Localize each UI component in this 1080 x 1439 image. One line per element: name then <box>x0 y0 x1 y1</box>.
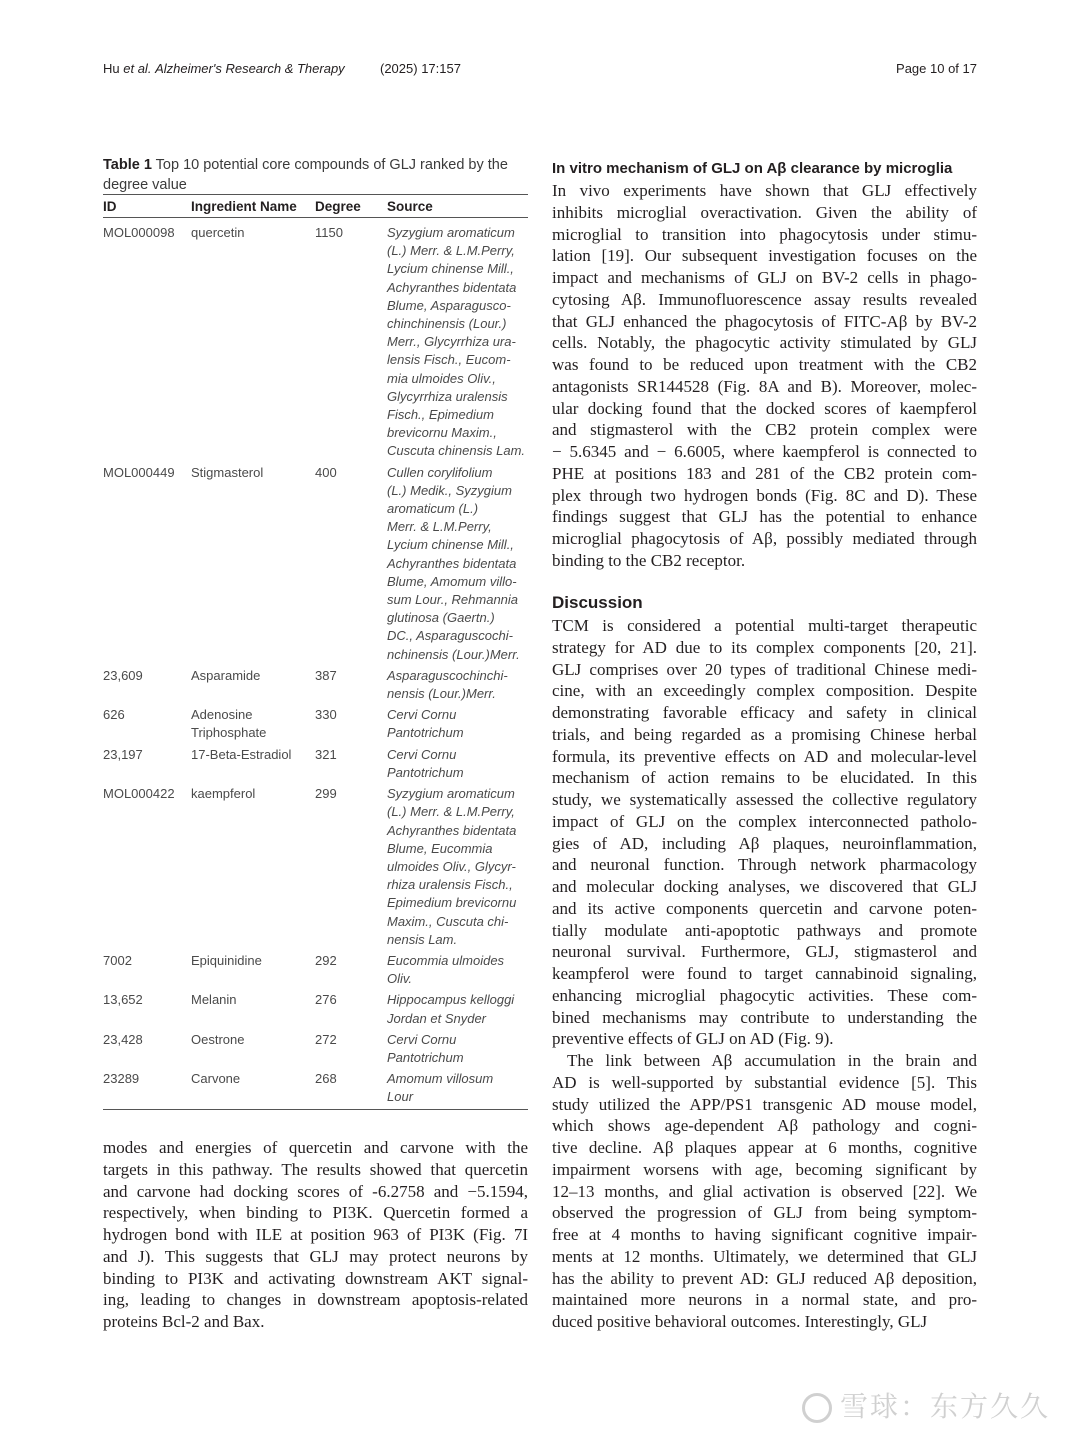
snowball-logo-icon <box>802 1393 832 1423</box>
cell-ingredient: Epiquinidine <box>191 952 262 968</box>
watermark <box>802 1385 1050 1425</box>
text-line: The link between Aβ accumulation in the brain and <box>567 1051 977 1070</box>
cell-id: MOL000449 <box>103 464 175 480</box>
text-line: impairment worsens with age, becoming significant by <box>552 1159 977 1179</box>
text-line: preventive effects of GLJ on AD (Fig. 9). <box>552 1029 834 1049</box>
cell-source: Amomum villosum Lour <box>387 1071 494 1105</box>
table-row <box>103 1070 528 1106</box>
text-line: TCM is considered a potential multi-target therapeutic <box>552 616 977 635</box>
cell-degree: 1150 <box>315 225 343 240</box>
cell-source: Cullen corylifolium (L.) Medik., Syzygium aromaticum (L.) Merr. & L.M.Perry, Lycium chinense Mill., Achyranthes bidentata Blume, Amomum villo- sum Lour., Rehmannia glutinosa (Gaertn.) DC., Asparaguscochi- nchinensis (Lour.)Merr. <box>387 464 520 662</box>
text-line: targets in this pathway. The results showed that quercetin <box>103 1159 528 1179</box>
text-line: − 5.6345 and − 6.6005, where kaempferol is connected to <box>552 442 977 461</box>
table-row <box>103 952 528 988</box>
cell-ingredient: Stigmasterol <box>191 464 264 480</box>
text-line: tially modulate anti-apoptotic pathways and promote <box>552 920 977 940</box>
text-line: antagonists SR144528 (Fig. 8A and B). Moreover, molec- <box>552 376 977 396</box>
text-line: modes and energies of quercetin and carvone with the <box>103 1138 528 1157</box>
text-line: has the ability to prevent AD: GLJ reduced Aβ deposition, <box>552 1268 977 1288</box>
text-line: ments at 12 months. Ultimately, we determined that GLJ <box>552 1246 977 1266</box>
text-line: 12–13 months, and glial activation is observed [22]. We <box>552 1181 977 1201</box>
text-line: binding to the CB2 receptor. <box>552 550 746 570</box>
cell-ingredient: Adenosine Triphosphate <box>191 707 267 741</box>
text-line: maintained more neurons in a normal state, and pro- <box>552 1290 977 1310</box>
header-authors: Hu <box>103 61 120 76</box>
table-row <box>103 1031 528 1067</box>
running-header-authors <box>103 61 345 76</box>
section-heading-invitro: In vitro mechanism of GLJ on Aβ clearance by microglia <box>552 160 953 177</box>
text-line: impact of GLJ on the complex interconnected patholo- <box>552 811 977 831</box>
cell-id: MOL000098 <box>103 225 175 240</box>
text-line: enhancing microglial phagocytic activities. These com- <box>552 985 977 1005</box>
text-line: free at 4 months to having significant cognitive impair- <box>552 1225 977 1244</box>
table-row <box>103 785 528 949</box>
cell-ingredient: Oestrone <box>191 1031 245 1047</box>
text-line: and carvone had docking scores of -6.2758 and −5.1594, <box>103 1181 528 1201</box>
text-line: that GLJ enhanced the phagocytosis of FITC-Aβ by BV-2 <box>552 311 977 331</box>
table-row <box>103 464 528 664</box>
left-column-paragraph <box>103 1137 528 1333</box>
text-line: and neuronal function. Through network pharmacology <box>552 855 977 875</box>
cell-ingredient: quercetin <box>191 225 245 240</box>
text-line: ing, leading to changes in downstream apoptosis-related <box>103 1290 528 1310</box>
col-header-id: ID <box>103 198 117 214</box>
table-bottom-rule <box>103 1109 528 1110</box>
header-citation: (2025) 17:157 <box>380 61 461 76</box>
text-line: inhibits microglial overactivation. Given the ability of <box>552 202 977 222</box>
cell-id: 23289 <box>103 1071 140 1087</box>
cell-ingredient: Asparamide <box>191 667 261 683</box>
cell-id: 7002 <box>103 952 132 968</box>
table-label: Table 1 <box>103 157 152 173</box>
text-line: mechanism of action remains to be elucidated. In this <box>552 768 977 788</box>
text-line: microglial to transition into phagocytosis under stimu- <box>552 224 977 244</box>
text-line: gies of AD, including Aβ plaques, neuroinflammation, <box>552 833 977 853</box>
text-line: proteins Bcl-2 and Bax. <box>103 1312 265 1331</box>
cell-degree: 268 <box>315 1071 337 1087</box>
text-line: and its active components quercetin and carvone poten- <box>552 898 977 918</box>
text-line: keampferol were found to target cannabinoid signaling, <box>552 964 977 983</box>
cell-degree: 330 <box>315 707 337 723</box>
discussion-paragraph-2 <box>552 1050 977 1333</box>
cell-id: 23,609 <box>103 667 143 683</box>
text-line: trials, and being regarded as a promising Chinese herbal <box>552 724 977 744</box>
cell-id: 23,428 <box>103 1031 143 1047</box>
header-page-number: Page 10 of 17 <box>896 61 977 76</box>
text-line: and molecular docking analyses, we discovered that GLJ <box>552 877 977 896</box>
text-line: and stigmasterol with the CB2 protein complex were <box>552 420 977 440</box>
cell-source: Asparaguscochinchi- nensis (Lour.)Merr. <box>387 667 508 702</box>
cell-id: 13,652 <box>103 992 143 1008</box>
text-line: study, we systematically assessed the collective regulatory <box>552 790 977 809</box>
text-line: respectively, when binding to PI3K. Quercetin formed a <box>103 1203 528 1223</box>
cell-id: 23,197 <box>103 746 143 762</box>
cell-source: Cervi Cornu Pantotrichum <box>387 1031 464 1065</box>
col-header-ingredient: Ingredient Name <box>191 198 297 214</box>
text-line: lation [19]. Our subsequent investigation focuses on the <box>552 246 977 266</box>
text-line: strategy for AD due to its complex components [20, 21]. <box>552 637 977 657</box>
text-line: demonstrating favorable efficacy and safety in clinical <box>552 703 977 722</box>
cell-degree: 387 <box>315 667 337 683</box>
text-line: impact and mechanisms of GLJ on BV-2 cells in phago- <box>552 268 977 287</box>
table-body <box>103 224 528 1107</box>
cell-ingredient: Melanin <box>191 992 237 1008</box>
section-heading-discussion: Discussion <box>552 593 643 612</box>
cell-degree: 292 <box>315 952 337 968</box>
header-journal: Alzheimer's Research & Therapy <box>155 61 345 76</box>
text-line: and J). This suggests that GLJ may protect neurons by <box>103 1246 528 1266</box>
cell-degree: 400 <box>315 464 337 480</box>
cell-source: Hippocampus kelloggi Jordan et Snyder <box>387 992 515 1026</box>
cell-degree: 276 <box>315 992 337 1008</box>
table-row <box>103 746 528 782</box>
text-line: cytosing Aβ. Immunofluorescence assay results revealed <box>552 289 977 309</box>
discussion-paragraph-1 <box>552 615 977 1050</box>
cell-source: Cervi Cornu Pantotrichum <box>387 746 464 780</box>
cell-degree: 321 <box>315 746 337 762</box>
table-row <box>103 667 528 703</box>
cell-ingredient: Carvone <box>191 1071 241 1087</box>
table-row <box>103 224 528 461</box>
table-row <box>103 991 528 1027</box>
text-line: AD is well-supported by substantial evidence [5]. This <box>552 1072 977 1092</box>
cell-degree: 272 <box>315 1031 337 1047</box>
text-line: cine, with an exceedingly complex composition. Despite <box>552 681 977 701</box>
cell-ingredient: kaempferol <box>191 786 256 802</box>
cell-id: 626 <box>103 707 125 723</box>
text-line: formula, its preventive effects on AD and molecular-level <box>552 746 977 766</box>
cell-source: Eucommia ulmoides Oliv. <box>387 952 505 987</box>
table-caption-text: Top 10 potential core compounds of GLJ ranked by the degree value <box>103 157 508 193</box>
table-row <box>103 706 528 742</box>
table-header-row <box>103 194 528 218</box>
text-line: tive decline. Aβ plaques appear at 6 months, cognitive <box>552 1138 977 1157</box>
cell-source: Cervi Cornu Pantotrichum <box>387 707 464 741</box>
text-line: PHE at positions 183 and 281 of the CB2 protein com- <box>552 463 977 483</box>
text-line: hydrogen bond with ILE at position 963 of PI3K (Fig. 7I <box>103 1225 528 1244</box>
cell-source: Syzygium aromaticum (L.) Merr. & L.M.Perry, Lycium chinense Mill., Achyranthes bidentata Blume, Asparagusco- chinchinensis (Lour.) Merr., Glycyrrhiza ura- lensis Fisch., Eucom- mia ulmoides Oliv., Glycyrrhiza uralensis Fisch., Epimedium brevicornu Maxim., Cuscuta chinensis Lam. <box>387 225 526 459</box>
header-etal: et al. <box>123 61 152 76</box>
watermark-text: 雪球：东方久久 <box>839 1390 1050 1423</box>
cell-id: MOL000422 <box>103 786 175 802</box>
text-line: binding to PI3K and activating downstream AKT signal- <box>103 1268 528 1288</box>
text-line: which shows age-dependent Aβ pathology and cogni- <box>552 1116 977 1136</box>
compounds-table <box>103 194 528 1110</box>
col-header-degree: Degree <box>315 198 361 214</box>
text-line: cells. Notably, the phagocytic activity stimulated by GLJ <box>552 333 977 353</box>
cell-degree: 299 <box>315 786 337 802</box>
text-line: neuronal survival. Furthermore, GLJ, stigmasterol and <box>552 942 977 962</box>
text-line: In vivo experiments have shown that GLJ effectively <box>552 181 977 200</box>
table-caption <box>103 155 528 195</box>
invitro-paragraph <box>552 180 977 572</box>
text-line: findings suggest that GLJ has the potential to enhance <box>552 507 977 527</box>
text-line: was found to be reduced upon treatment with the CB2 <box>552 355 977 374</box>
cell-source: Syzygium aromaticum (L.) Merr. & L.M.Perry, Achyranthes bidentata Blume, Eucommia ulmoides Oliv., Glycyr- rhiza uralensis Fisch., Epimedium brevicornu Maxim., Cuscuta chi- nensis Lam. <box>387 786 517 947</box>
text-line: bined mechanisms may contribute to understanding the <box>552 1007 977 1027</box>
text-line: ular docking found that the docked scores of kaempferol <box>552 398 977 418</box>
text-line: plex through two hydrogen bonds (Fig. 8C and D). These <box>552 485 977 505</box>
col-header-source: Source <box>387 198 433 214</box>
text-line: observed the progression of GLJ from being symptom- <box>552 1203 977 1223</box>
text-line: GLJ comprises over 20 types of traditional Chinese medi- <box>552 659 977 679</box>
cell-ingredient: 17-Beta-Estradiol <box>191 746 292 762</box>
text-line: microglial phagocytosis of Aβ, possibly mediated through <box>552 529 977 548</box>
text-line: duced positive behavioral outcomes. Interestingly, GLJ <box>552 1312 928 1331</box>
text-line: study utilized the APP/PS1 transgenic AD mouse model, <box>552 1094 977 1114</box>
